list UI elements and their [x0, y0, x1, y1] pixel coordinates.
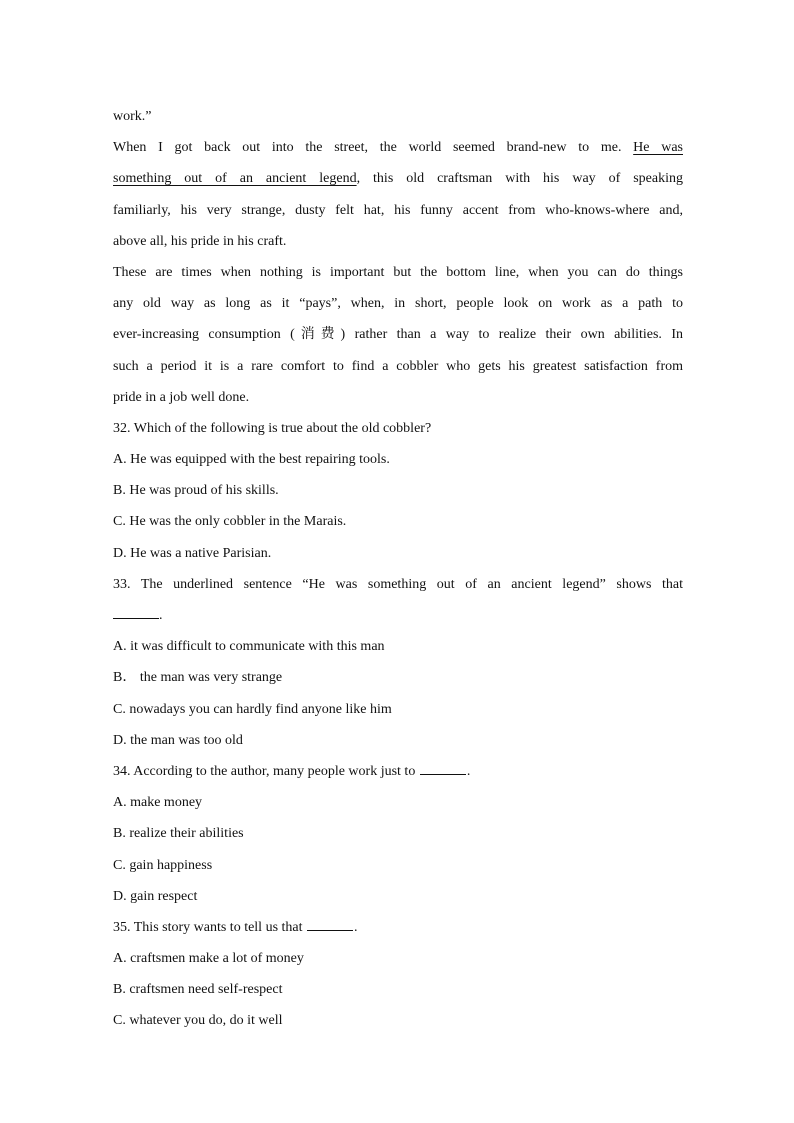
answer-option: D. He was a native Parisian. — [113, 545, 272, 561]
passage-line: above all, his pride in his craft. — [113, 233, 287, 249]
answer-option: A. He was equipped with the best repairing tools. — [113, 452, 390, 468]
underlined-sentence-part: something out of an ancient legend — [113, 171, 357, 187]
question-stem: 32. Which of the following is true about the old cobbler? — [113, 420, 432, 436]
answer-option: C. nowadays you can hardly find anyone like him — [113, 701, 392, 717]
passage-line: any old way as long as it “pays”, when, in short, people look on work as a path to — [113, 296, 683, 312]
passage-line: ever-increasing consumption (消费) rather than a way to realize their own abilities. In — [113, 327, 683, 343]
answer-option: B. craftsmen need self-respect — [113, 982, 283, 998]
stem-text: 34. According to the author, many people work just to — [113, 763, 416, 779]
answer-option: B. realize their abilities — [113, 826, 244, 842]
passage-line — [113, 163, 683, 194]
passage-text: When I got back out into the street, the world seemed brand-new to me. — [113, 140, 622, 156]
question-stem — [113, 756, 683, 787]
answer-blank — [420, 773, 466, 775]
answer-option: C. whatever you do, do it well — [113, 1013, 283, 1029]
answer-option: A. craftsmen make a lot of money — [113, 951, 304, 967]
question-stem — [113, 912, 683, 943]
stem-tail: . — [159, 608, 163, 623]
answer-option: B. He was proud of his skills. — [113, 483, 279, 499]
stem-tail: . — [354, 919, 358, 935]
passage-line: such a period it is a rare comfort to find a cobbler who gets his greatest satisfaction from — [113, 358, 683, 374]
passage-text: , this old craftsman with his way of speaking — [356, 171, 683, 187]
stem-tail: . — [466, 763, 471, 779]
answer-blank — [113, 602, 159, 619]
question-stem: 33. The underlined sentence “He was something out of an ancient legend” shows that — [113, 576, 683, 592]
answer-option: C. He was the only cobbler in the Marais. — [113, 514, 347, 530]
passage-line: These are times when nothing is important but the bottom line, when you can do things — [113, 264, 683, 280]
answer-option: D. the man was too old — [113, 732, 243, 748]
answer-option: A. it was difficult to communicate with this man — [113, 639, 385, 655]
answer-option: C. gain happiness — [113, 857, 213, 873]
passage-line: pride in a job well done. — [113, 389, 250, 405]
answer-option: D. gain respect — [113, 888, 198, 904]
passage-line: work.” — [113, 109, 152, 124]
answer-option: A. make money — [113, 795, 203, 811]
passage-line: familiarly, his very strange, dusty felt hat, his funny accent from who-knows-where and, — [113, 202, 683, 218]
answer-option: B． the man was very strange — [113, 670, 283, 686]
underlined-sentence-part: He was — [633, 140, 683, 156]
stem-text: 35. This story wants to tell us that — [113, 919, 303, 935]
question-stem-continued — [113, 600, 683, 631]
answer-blank — [307, 929, 353, 931]
passage-line — [113, 132, 683, 163]
page-content — [113, 101, 683, 1037]
